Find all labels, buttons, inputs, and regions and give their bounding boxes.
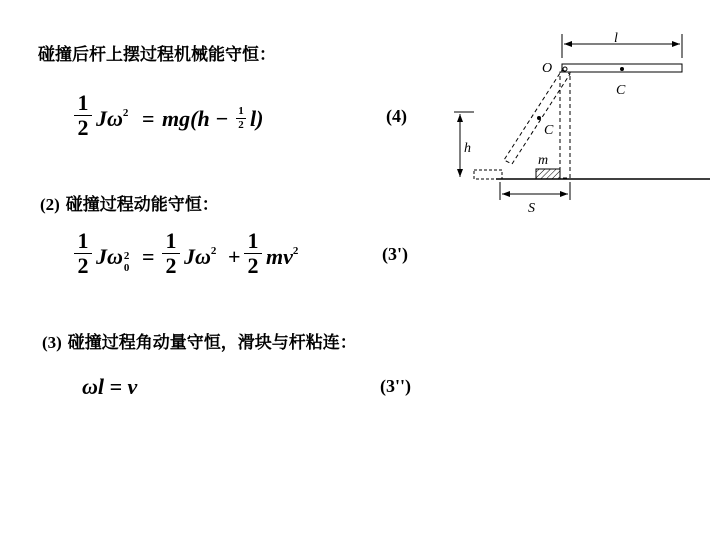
center-of-mass-mid xyxy=(537,116,541,120)
h-dim-arrow-bottom xyxy=(457,169,463,177)
label-C-top: C xyxy=(616,83,626,98)
eq4-rhs-post: l) xyxy=(250,106,264,131)
eq3p-equals: = xyxy=(142,244,155,269)
eq4-equals: = xyxy=(142,106,155,131)
section-2-number: (2) xyxy=(40,195,60,214)
equation-4 xyxy=(74,92,434,152)
pendulum-collision-diagram xyxy=(446,30,710,220)
block-final-dashed xyxy=(474,170,502,179)
section-1-heading: 碰撞后杆上摆过程机械能守恒： xyxy=(38,45,276,65)
label-m: m xyxy=(538,153,549,168)
label-l: l xyxy=(614,31,618,46)
equation-3-double-prime xyxy=(82,374,442,404)
rod-vertical-dashed xyxy=(560,72,570,178)
label-O: O xyxy=(542,61,553,76)
fraction-half-1: 1 2 xyxy=(74,230,92,277)
h-dim-arrow-top xyxy=(457,114,463,122)
eq4-rhs-pre: mg(h − xyxy=(162,106,229,131)
s-dim-arrow-right xyxy=(560,191,568,197)
eq3p-term3-sup: 2 xyxy=(292,245,299,257)
fraction-half-3: 1 2 xyxy=(244,230,262,277)
eq3pp-expr: ωl = v xyxy=(82,374,138,399)
l-dim-arrow-right xyxy=(672,41,680,47)
center-of-mass-top xyxy=(620,67,624,71)
section-3-number: (3) xyxy=(42,333,62,352)
l-dim-arrow-left xyxy=(564,41,572,47)
label-C-mid: C xyxy=(544,123,554,138)
eq3p-term2-sup: 2 xyxy=(210,245,217,257)
equation-3-prime xyxy=(74,230,434,290)
eq3p-term1-sub: 0 xyxy=(123,262,130,274)
eq3p-term1: Jω xyxy=(96,244,123,269)
eq4-lhs-var: Jω xyxy=(96,106,123,131)
equation-tag-3-prime: (3') xyxy=(382,244,408,264)
equation-tag-4: (4) xyxy=(386,106,407,126)
fraction-half: 1 2 xyxy=(74,92,92,139)
eq3p-term2: Jω xyxy=(184,244,211,269)
section-2-text: 碰撞过程动能守恒： xyxy=(65,195,219,215)
label-h: h xyxy=(464,141,471,156)
fraction-half-2: 1 2 xyxy=(162,230,180,277)
eq4-lhs-exp: 2 xyxy=(122,107,129,119)
section-3-heading xyxy=(42,328,357,353)
s-dim-arrow-left xyxy=(502,191,510,197)
equation-tag-3-double-prime: (3'') xyxy=(380,376,411,396)
block-m xyxy=(536,169,560,179)
eq3p-term3: mv xyxy=(266,244,293,269)
label-S: S xyxy=(528,201,535,216)
eq4-rhs-fraction: 1 2 xyxy=(236,106,246,131)
eq3p-plus: + xyxy=(228,244,241,269)
section-2-heading xyxy=(40,190,219,215)
eq3p-term1-sup: 2 xyxy=(123,250,130,262)
section-3-text: 碰撞过程角动量守恒，滑块与杆粘连： xyxy=(67,333,357,353)
